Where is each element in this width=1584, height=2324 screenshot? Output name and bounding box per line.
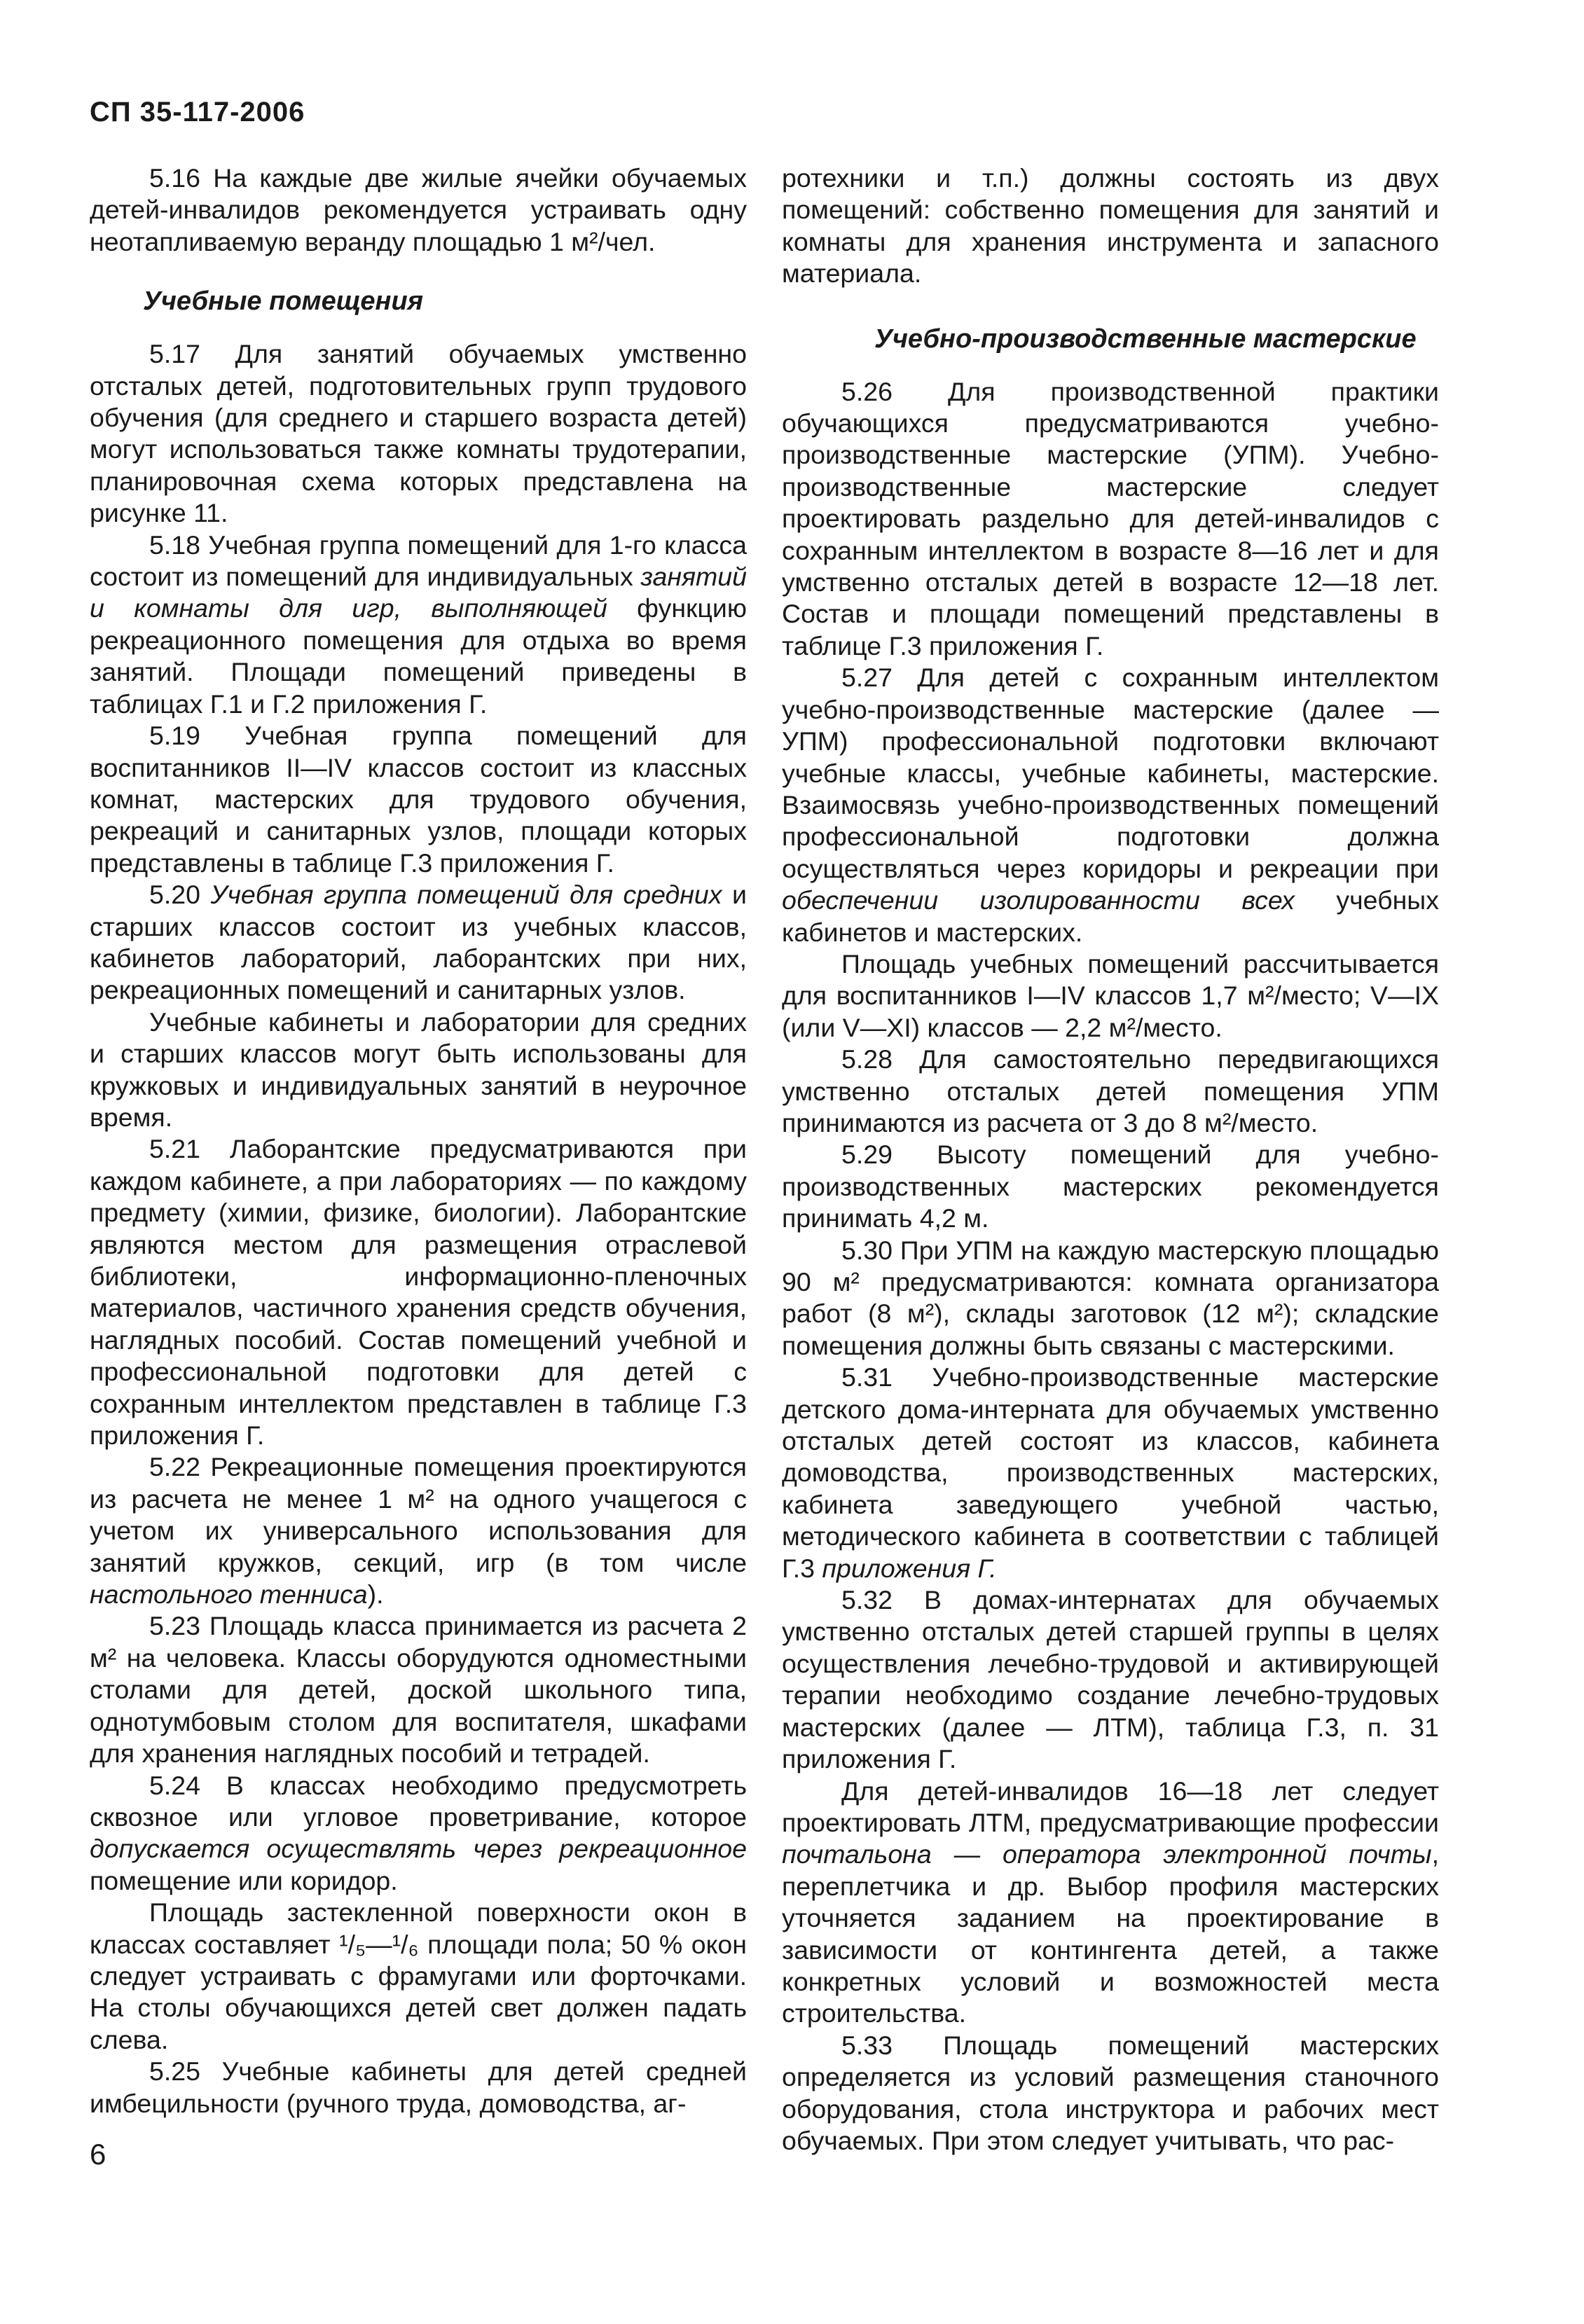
paragraph-5-24: 5.24 В классах необходимо предусмотреть сквозное или угловое проветривание, которое допускается осуществлять через рекреационное помещение или коридор. [90,1770,747,1895]
paragraph-5-23: 5.23 Площадь класса принимается из расчета 2 м² на человека. Классы оборудуются одноместными столами для детей, доской школьного типа, однотумбовым столом для воспитателя, шкафами для хранения наглядных пособий и тетрадей. [90,1611,747,1769]
paragraph-5-32: 5.32 В домах-интернатах для обучаемых умственно отсталых детей старшей группы в целях осуществления лечебно-трудовой и активирующей терапии необходимо создание лечебно-трудовых мастерских (далее — ЛТМ), таблица Г.3, п. 31 приложения Г. [782,1585,1439,1774]
paragraph-5-31: 5.31 Учебно-производственные мастерские детского дома-интерната для обучаемых умственно отсталых детей состоят из классов, кабинета домоводства, производственных мастерских, кабинета заведующего учебной частью, методического кабинета в соответствии с таблицей Г.3 приложения Г. [782,1362,1439,1583]
page-number: 6 [90,2138,106,2171]
paragraph-5-20: 5.20 Учебная группа помещений для средних и старших классов состоит из учебных классов, кабинетов лабораторий, лаборантских при них, рекреационных помещений и санитарных узлов. [90,880,747,1005]
paragraph-5-26: 5.26 Для производственной практики обучающихся предусматриваются учебно-производственные мастерские (УПМ). Учебно-производственные мастерские следует проектировать раздельно для детей-инвалидов с сохранным интеллектом в возрасте 8—16 лет и для умственно отсталых детей в возрасте 12—18 лет. Состав и площади помещений представлены в таблице Г.3 приложения Г. [782,376,1439,660]
left-column [90,162,747,2119]
paragraph-5-20-continued: Учебные кабинеты и лаборатории для средних и старших классов могут быть использованы для кружковых и индивидуальных занятий в неурочное время. [90,1007,747,1132]
paragraph-5-27-continued: Площадь учебных помещений рассчитывается для воспитанников I—IV классов 1,7 м²/место; V—IX (или V—XI) классов — 2,2 м²/место. [782,948,1439,1042]
document-code-header: СП 35-117-2006 [90,97,305,127]
paragraph-5-17: 5.17 Для занятий обучаемых умственно отсталых детей, подготовительных групп трудового обучения (для среднего и старшего возраста детей) могут использоваться также комнаты трудотерапии, планировочная схема которых представлена на рисунке 11. [90,339,747,528]
section-heading-workshops: Учебно-производственные мастерские [874,324,1417,354]
paragraph-5-21: 5.21 Лаборантские предусматриваются при каждом кабинете, а при лабораториях — по каждому предмету (химии, физике, биологии). Лаборантские являются местом для размещения отраслевой библиотеки, информационно-пленочных материалов, частичного хранения средств обучения, наглядных пособий. Состав помещений учебной и профессиональной подготовки для детей с сохранным интеллектом представлен в таблице Г.3 приложения Г. [90,1134,747,1451]
paragraph-5-28: 5.28 Для самостоятельно передвигающихся умственно отсталых детей помещения УПМ принимаются из расчета от 3 до 8 м²/место. [782,1044,1439,1137]
paragraph-5-19: 5.19 Учебная группа помещений для воспитанников II—IV классов состоит из классных комнат, мастерских для трудового обучения, рекреаций и санитарных узлов, площади которых представлены в таблице Г.3 приложения Г. [90,721,747,878]
paragraph-5-22: 5.22 Рекреационные помещения проектируются из расчета не менее 1 м² на одного учащегося с учетом их универсального использования для занятий кружков, секций, игр (в том числе настольного тенниса). [90,1452,747,1610]
paragraph-5-16: 5.16 На каждые две жилые ячейки обучаемых детей-инвалидов рекомендуется устраивать одну неотапливаемую веранду площадью 1 м²/чел. [90,163,747,256]
paragraph-5-27: 5.27 Для детей с сохранным интеллектом учебно-производственные мастерские (далее — УПМ) профессиональной подготовки включают учебные классы, учебные кабинеты, мастерские. Взаимосвязь учебно-производственных помещений профессиональной подготовки должна осуществляться через коридоры и рекреации при обеспечении изолированности всех учебных кабинетов и мастерских. [782,663,1440,947]
paragraph-5-33: 5.33 Площадь помещений мастерских определяется из условий размещения станочного оборудования, стола инструктора и рабочих мест обучаемых. При этом следует учитывать, что рас- [782,2030,1439,2155]
paragraph-5-25: 5.25 Учебные кабинеты для детей средней имбецильности (ручного труда, домоводства, аг- [90,2056,747,2118]
paragraph-5-29: 5.29 Высоту помещений для учебно-производственных мастерских рекомендуется принимать 4,2 м. [782,1140,1439,1233]
paragraph-5-24-continued: Площадь застекленной поверхности окон в классах составляет ¹/₅—¹/₆ площади пола; 50 % окон следует устраивать с фрамугами или форточками. На столы обучающихся детей свет должен падать слева. [90,1897,747,2054]
section-heading-learning-rooms: Учебные помещения [143,286,424,317]
paragraph-5-18: 5.18 Учебная группа помещений для 1-го класса состоит из помещений для индивидуальных занятий и комнаты для игр, выполняющей функцию рекреационного помещения для отдыха во время занятий. Площади помещений приведены в таблицах Г.1 и Г.2 приложения Г. [90,530,747,719]
paragraph-5-25-continued: ротехники и т.п.) должны состоять из двух помещений: собственно помещения для занятий и комнаты для хранения инструмента и запасного материала. [782,163,1439,289]
paragraph-5-30: 5.30 При УПМ на каждую мастерскую площадью 90 м² предусматриваются: комната организатора работ (8 м²), склады заготовок (12 м²); складские помещения должны быть связаны с мастерскими. [782,1235,1439,1360]
right-column [782,162,1439,2157]
paragraph-5-32-continued: Для детей-инвалидов 16—18 лет следует проектировать ЛТМ, предусматривающие профессии почтальона — оператора электронной почты, переплетчика и др. Выбор профиля мастерских уточняется заданием на проектирование в зависимости от контингента детей, а также конкретных условий и возможностей места строительства. [782,1776,1439,2028]
